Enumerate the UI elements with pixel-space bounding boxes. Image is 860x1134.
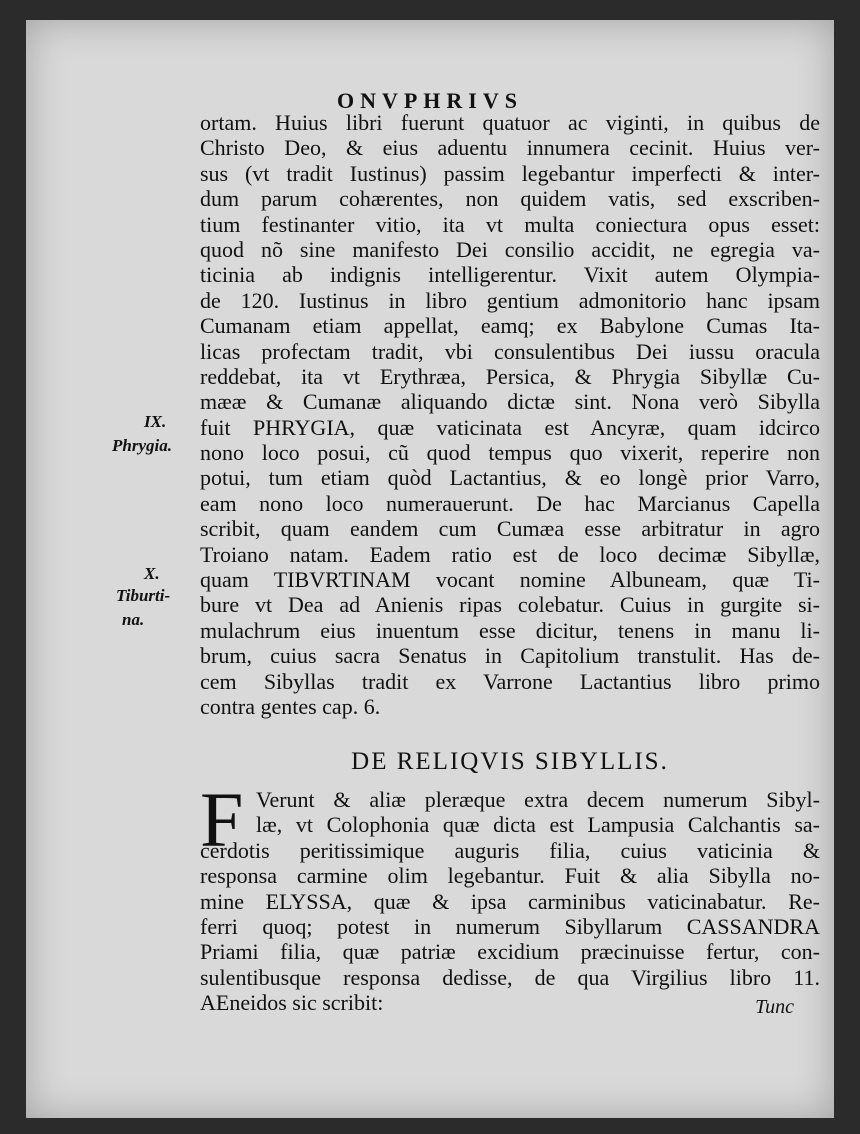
text-line: de 120. Iustinus in libro gentium admonitorio hanc ipsam [200,287,820,313]
text-line: tium festinanter vitio, ita vt multa coniectura opus esset: [200,211,820,237]
paragraph-1 [200,110,820,719]
text-line: AEneidos sic scribit: [200,990,384,1016]
text-line: ortam. Huius libri fuerunt quatuor ac viginti, in quibus de [200,110,820,135]
text-line: quod nõ sine manifesto Dei consilio accidit, ne egregia va- [200,236,820,262]
text-line: ferri quoq; potest in numerum Sibyllarum CASSANDRA [200,913,820,939]
text-line: Christo Deo, & eius aduentu innumera cecinit. Huius ver- [200,135,820,161]
margin-label-tiburtina-1: Tiburti- [116,586,171,605]
text-line: fuit PHRYGIA, quæ vaticinata est Ancyræ, quam idcirco [200,414,820,440]
margin-numeral-x: X. [144,564,160,583]
text-line: responsa carmine olim legebantur. Fuit & alia Sibylla no- [200,863,820,889]
text-line: læ, vt Colophonia quæ dicta est Lampusia Calchantis sa- [256,812,820,838]
text-line: nono loco posui, cũ quod tempus quo vixerit, reperire non [200,440,820,466]
paragraph-2 [200,776,820,1016]
text-line: contra gentes cap. 6. [200,693,381,719]
section-heading: DE RELIQVIS SIBYLLIS. [351,748,669,775]
catchword: Tunc [755,996,794,1018]
text-line: scribit, quam eandem cum Cumæa esse arbitratur in agro [200,516,820,542]
text-line: Verunt & aliæ pleræque extra decem numerum Sibyl- [256,787,820,812]
text-line: cem Sibyllas tradit ex Varrone Lactantius libro primo [200,668,820,694]
text-line: eam nono loco numerauerunt. De hac Marcianus Capella [200,490,820,516]
text-line: cerdotis peritissimique auguris filia, cuius vaticinia & [200,837,820,863]
text-line: brum, cuius sacra Senatus in Capitolium transtulit. Has de- [200,643,820,669]
text-line: mine ELYSSA, quæ & ipsa carminibus vaticinabatur. Re- [200,888,820,914]
text-line: sulentibusque responsa dedisse, de qua Virgilius libro 11. [200,964,820,990]
text-line: mulachrum eius inuentum esse dicitur, tenens in manu li- [200,617,820,643]
text-line: Troiano natam. Eadem ratio est de loco decimæ Sibyllæ, [200,541,820,567]
text-line: reddebat, ita vt Erythræa, Persica, & Phrygia Sibyllæ Cu- [200,363,820,389]
text-line: sus (vt tradit Iustinus) passim legebantur imperfecti & inter- [200,160,820,186]
text-line: Priami filia, quæ patriæ excidium præcinuisse fertur, con- [200,939,820,965]
text-line: licas profectam tradit, vbi consulentibus Dei iussu oracula [200,338,820,364]
text-line: quam TIBVRTINAM vocant nomine Albuneam, quæ Ti- [200,567,820,593]
running-head: ONVPHRIVS [336,88,523,113]
text-line: dum parum cohærentes, non quidem vatis, sed exscriben- [200,186,820,212]
text-line: mææ & Cumanæ aliquando dictæ sint. Nona verò Sibylla [200,389,820,415]
text-line: ticinia ab indignis intelligerentur. Vixit autem Olympia- [200,262,820,288]
margin-label-tiburtina-2: na. [122,610,145,629]
text-line: potui, tum etiam quòd Lactantius, & eo longè prior Varro, [200,465,820,491]
drop-cap: F [200,776,244,863]
text-line: Cumanam etiam appellat, eamq; ex Babylone Cumas Ita- [200,313,820,339]
text-line: bure vt Dea ad Anienis ripas colebatur. Cuius in gurgite si- [200,592,820,618]
margin-numeral-ix: IX. [144,412,167,431]
margin-label-phrygia: Phrygia. [112,436,172,455]
book-page [26,20,834,1118]
